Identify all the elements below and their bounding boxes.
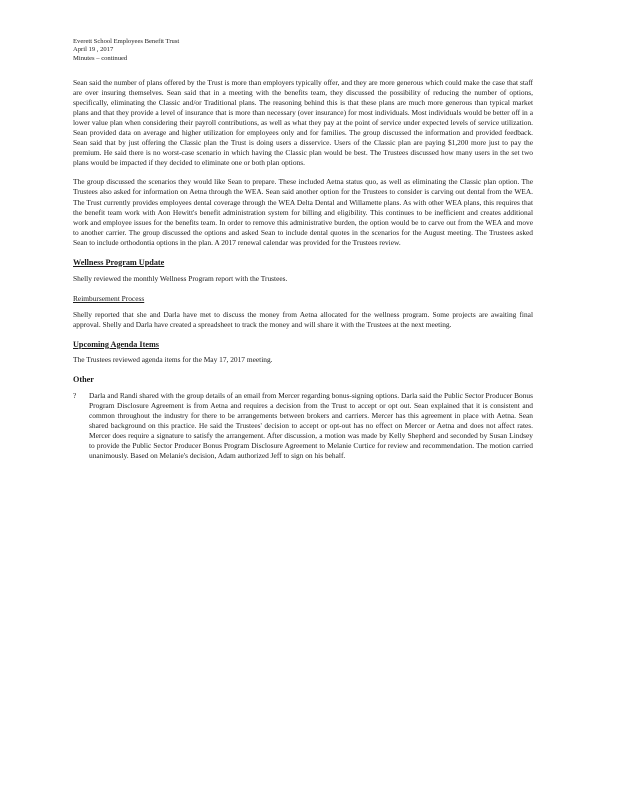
other-heading: Other	[73, 374, 94, 384]
header-organization: Everett School Employees Benefit Trust	[73, 38, 180, 45]
document-header	[73, 38, 179, 63]
upcoming-agenda-paragraph: The Trustees reviewed agenda items for the May 17, 2017 meeting.	[73, 354, 273, 364]
bullet-marker: ?	[73, 390, 77, 400]
wellness-paragraph: Shelly reviewed the monthly Wellness Program report with the Trustees.	[73, 273, 288, 283]
reimbursement-heading: Reimbursement Process	[73, 293, 145, 303]
other-list-item	[73, 391, 533, 461]
document-body	[73, 78, 533, 461]
intro-paragraph: Sean said the number of plans offered by the Trust is more than employers typically offer, and they are more generous which could make the case that staff are over insuring themselves. Sean said that in a meeting with the benefits team, they discussed the possibility of reducing the number of options, specifically, eliminating the Classic and/or Traditional plans. The reasoning behind this is that these plans are much more generous than typical market plans and that they provide a level of insurance that is more than necessary (over insurance) for most individuals. Most individuals would be better off in a lower value plan when considering their payroll contributions, as well as what they pay at the point of service under expected levels of service utilization. Sean provided data on average and higher utilization for employees only and for families. The group discussed the information and provided feedback. Sean said that by just offering the Classic plan the Trust is doing users a disservice. Users of the Classic plan are paying $1,200 more just to pay the premium. He said there is no worst-case scenario in which having the Classic plan would be best. The Trustees discussed how many users in the set two plans would be impacted if they decided to eliminate one or both plan options.	[73, 78, 533, 168]
reimbursement-paragraph: Shelly reported that she and Darla have met to discuss the money from Aetna allocated for the wellness program. Some projects are awaiting final approval. Shelly and Darla have created a spreadsheet to track the money and will share it with the Trustees at the next meeting.	[73, 309, 533, 329]
scenarios-paragraph: The group discussed the scenarios they would like Sean to prepare. These included Aetna status quo, as well as eliminating the Classic plan option. The Trustees also asked for information on Aetna through the WEA. Sean said another option for the Trustees to consider is carving out dental from the WEA. The Trust currently provides employees dental coverage through the WEA Delta Dental and Willamette plans. As with other WEA plans, this requires that the benefit team work with Aon Hewitt's benefit administration system for billing and eligibility. This continues to be inefficient and creates additional work and employee issues for the benefits team. In order to remove this administrative burden, the option would be to carve out from the WEA and move to another carrier. The group discussed the options and asked Sean to include dental quotes in the scenarios for the August meeting. The Trustees asked Sean to include orthodontia options in the plan. A 2017 renewal calendar was provided for the Trustees review.	[73, 177, 533, 247]
wellness-heading: Wellness Program Update	[73, 257, 165, 267]
header-minutes-label: Minutes – continued	[73, 54, 128, 62]
other-paragraph: Darla and Randi shared with the group details of an email from Mercer regarding bonus-signing options. Darla said the Public Sector Producer Bonus Program Disclosure Agreement is from Aetna and requires a decision from the Trust to accept or opt out. Sean explained that it is consistent and common throughout the industry for there to be arrangements between brokers and carriers. Mercer has this agreement in place with Aetna. Sean shared background on this practice. He said the Trustees' decision to accept or opt-out has no effect on Mercer or Aetna and does not affect rates. Mercer does require a signature to satisfy the arrangement. After discussion, a motion was made by Kelly Shepherd and seconded by Susan Lindsey to provide the Public Sector Producer Bonus Program Disclosure Agreement to Melanie Curtice for review and recommendation. The motion carried unanimously. Based on Melanie's decision, Adam authorized Jeff to sign on his behalf.	[89, 390, 533, 461]
header-date: April 19 , 2017	[73, 46, 114, 54]
upcoming-agenda-heading: Upcoming Agenda Items	[73, 339, 159, 349]
